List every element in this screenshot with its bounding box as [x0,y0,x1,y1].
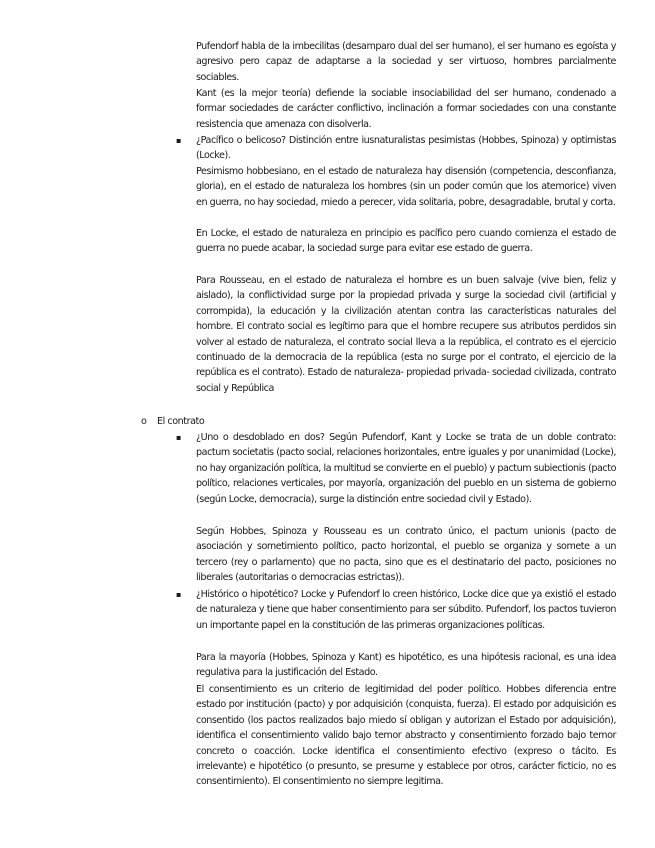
paragraph-mayoria-hipotetico: Para la mayoría (Hobbes, Spinoza y Kant) es hipotético, es una hipótesis racional, es una idea regulativa para la justificación del Estado. [196,652,616,679]
bullet-square-icon: ▪ [176,433,182,442]
outline-heading-el-contrato: El contrato [157,416,205,427]
outline-marker-icon: o [141,416,147,427]
paragraph-kant-sociable: Kant (es la mejor teoría) defiende la sociable insociabilidad del ser humano, condenado a formar sociedades de carácter conflictivo, inclinación a formar sociedades con una constante resistencia que amenaza con disolverla. [196,88,616,130]
paragraph-pesimismo-hobbesiano: Pesimismo hobbesiano, en el estado de naturaleza hay disensión (competencia, desconfianza, gloria), en el estado de naturaleza los hombres (sin un poder común que los atemorice) viven en guerra, no hay sociedad, miedo a perecer, vida solitaria, pobre, desagradable, brutal y corta. [196,166,616,208]
paragraph-rousseau: Para Rousseau, en el estado de naturaleza el hombre es un buen salvaje (vive bien, feliz y aislado), la conflictividad surge por la propiedad privada y surge la sociedad civil (artificial y corrompida), la educación y la civilización atentan contra las características naturales del hombre. El contrato social es legítimo para que el hombre recupere sus atributos perdidos sin volver al estado de naturaleza, el contrato social lleva a la república, el contrato es el ejercicio continuado de la democracia de la república (esta no surge por el contrato, el ejercicio de la república es el contrato). Estado de naturaleza- propiedad privada- sociedad civilizada, contrato social y República [196,275,616,394]
bullet-square-icon: ▪ [176,136,182,145]
paragraph-consentimiento: El consentimiento es un criterio de legitimidad del poder político. Hobbes diferencia entre estado por institución (pacto) y por adquisición (conquista, fuerza). El estado por adquisición es consentido (los pactos realizados bajo miedo sí obligan y autorizan el Estado por adquisición), identifica el consentimiento valido bajo temor abstracto y consentimiento forzado bajo temor concreto o coacción. Locke identifica el consentimiento efectivo (expreso o tácito. Es irrelevante) e hipotético (o presunto, se presume y establece por otros, carácter ficticio, no es consentimiento). El consentimiento no siempre legitima. [196,684,616,788]
paragraph-contrato-unico: Según Hobbes, Spinoza y Rousseau es un contrato único, el pactum unionis (pacto de asociación y sometimiento político, pacto horizontal, el pueblo se organiza y somete a un tercero (rey o parlamento) que no pacta, sino que es el destinatario del pacto, posiciones no liberales (autoritarias o democracias estrictas)). [196,526,616,584]
paragraph-pacifico-belicoso: ¿Pacífico o belicoso? Distinción entre iusnaturalistas pesimistas (Hobbes, Spinoza) y optimistas (Locke). [196,135,616,162]
paragraph-uno-desdoblado: ¿Uno o desdoblado en dos? Según Pufendorf, Kant y Locke se trata de un doble contrato: pactum societatis (pacto social, relaciones horizontales, entre iguales y por unanimidad (Locke), no hay organización política, la multitud se convierte en el pueblo) y pactum subiectionis (pacto político, relaciones verticales, por mayoría, organización del pueblo en un sistema de gobierno (según Locke, democracia), surge la distinción entre sociedad civil y Estado). [196,432,616,505]
paragraph-pufendorf-imbecilitas: Pufendorf habla de la imbecilitas (desamparo dual del ser humano), el ser humano es egoísta y agresivo pero capaz de adaptarse a la sociedad y ser virtuoso, hombres parcialmente sociables. [196,41,616,83]
paragraph-locke-pacifico: En Locke, el estado de naturaleza en principio es pacífico pero cuando comienza el estado de guerra no puede acabar, la sociedad surge para evitar ese estado de guerra. [196,228,616,255]
bullet-square-icon: ▪ [176,590,182,599]
paragraph-historico-hipotetico: ¿Histórico o hipotético? Locke y Pufendorf lo creen histórico, Locke dice que ya existió el estado de naturaleza y tiene que haber consentimiento para ser súbdito. Pufendorf, los pactos tuvieron un importante papel en la constitución de las primeras organizaciones políticas. [196,589,616,631]
